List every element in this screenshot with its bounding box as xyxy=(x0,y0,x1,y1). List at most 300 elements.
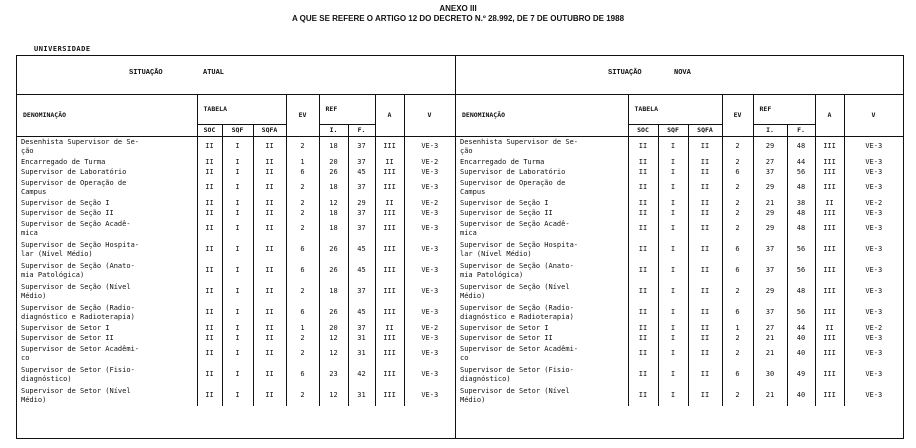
sqfa-cell: II xyxy=(253,208,286,218)
ev-cell: 1 xyxy=(286,323,319,333)
v-cell: VE-3 xyxy=(844,385,903,406)
a-cell: III xyxy=(815,167,844,177)
denominacao-cell: Supervisor de Operação de Campus xyxy=(460,178,566,196)
soc-cell: II xyxy=(197,198,222,208)
sqf-cell: I xyxy=(658,281,688,302)
table-row xyxy=(456,177,903,198)
sqf-cell: I xyxy=(658,333,688,343)
denominacao-cell: Encarregado de Turma xyxy=(21,157,106,166)
a-cell: III xyxy=(375,364,404,385)
sqfa-cell: II xyxy=(688,385,722,406)
table-row xyxy=(17,208,455,218)
soc-cell: II xyxy=(628,239,658,260)
v-cell: VE-3 xyxy=(404,218,455,239)
v-cell: VE-3 xyxy=(404,177,455,198)
table-row xyxy=(456,364,903,385)
a-cell: III xyxy=(375,260,404,281)
a-cell: III xyxy=(815,364,844,385)
a-cell: II xyxy=(375,198,404,208)
table-row xyxy=(17,177,455,198)
v-cell: VE-3 xyxy=(844,302,903,323)
a-cell: II xyxy=(815,323,844,333)
ev-cell: 6 xyxy=(286,167,319,177)
sqf-cell: I xyxy=(658,364,688,385)
document-title: ANEXO III xyxy=(439,4,477,13)
table-row xyxy=(456,157,903,167)
ev-cell: 6 xyxy=(722,167,753,177)
situacao-nova-rows xyxy=(456,136,903,406)
ref-f-cell: 45 xyxy=(348,302,375,323)
col-ev: EV xyxy=(286,94,319,136)
ref-i-cell: 26 xyxy=(319,239,348,260)
ref-i-cell: 21 xyxy=(753,385,787,406)
ref-i-cell: 29 xyxy=(753,208,787,218)
a-cell: III xyxy=(815,218,844,239)
v-cell: VE-2 xyxy=(844,323,903,333)
ref-f-cell: 37 xyxy=(348,157,375,167)
situacao-label: SITUAÇÃO xyxy=(608,69,642,77)
ev-cell: 2 xyxy=(286,343,319,364)
table-row xyxy=(456,281,903,302)
denominacao-cell: Desenhista Supervisor de Se- ção xyxy=(460,137,579,155)
a-cell: II xyxy=(815,198,844,208)
soc-cell: II xyxy=(628,167,658,177)
col-a: A xyxy=(815,94,844,136)
ref-f-cell: 37 xyxy=(348,218,375,239)
ref-f-cell: 48 xyxy=(787,281,815,302)
v-cell: VE-2 xyxy=(844,198,903,208)
ref-i-cell: 12 xyxy=(319,385,348,406)
ref-i-cell: 18 xyxy=(319,218,348,239)
v-cell: VE-3 xyxy=(404,260,455,281)
sqfa-cell: II xyxy=(688,364,722,385)
ev-cell: 6 xyxy=(286,239,319,260)
ref-f-cell: 44 xyxy=(787,157,815,167)
sqf-cell: I xyxy=(222,208,253,218)
a-cell: III xyxy=(815,239,844,260)
sqf-cell: I xyxy=(658,385,688,406)
ref-f-cell: 31 xyxy=(348,343,375,364)
a-cell: III xyxy=(815,333,844,343)
table-row xyxy=(456,323,903,333)
v-cell: VE-2 xyxy=(404,323,455,333)
ev-cell: 6 xyxy=(286,260,319,281)
v-cell: VE-3 xyxy=(404,136,455,157)
v-cell: VE-3 xyxy=(844,239,903,260)
table-row xyxy=(456,239,903,260)
ref-f-cell: 48 xyxy=(787,218,815,239)
table-row xyxy=(456,333,903,343)
table-row xyxy=(17,302,455,323)
ref-i-cell: 37 xyxy=(753,260,787,281)
situacao-atual-header xyxy=(17,56,455,95)
a-cell: III xyxy=(375,333,404,343)
denominacao-cell: Desenhista Supervisor de Se- ção xyxy=(21,137,140,155)
ref-f-cell: 37 xyxy=(348,281,375,302)
ev-cell: 6 xyxy=(722,302,753,323)
ref-i-cell: 20 xyxy=(319,323,348,333)
a-cell: III xyxy=(815,302,844,323)
table-row xyxy=(17,281,455,302)
situacao-nova-panel xyxy=(455,56,903,438)
col-ref-i: I. xyxy=(319,124,348,136)
sqfa-cell: II xyxy=(688,260,722,281)
denominacao-cell: Encarregado de Turma xyxy=(460,157,545,166)
col-soc: SOC xyxy=(628,124,658,136)
sqfa-cell: II xyxy=(688,333,722,343)
table-row xyxy=(17,239,455,260)
a-cell: III xyxy=(815,157,844,167)
ev-cell: 6 xyxy=(286,302,319,323)
col-ref-i: I. xyxy=(753,124,787,136)
sqfa-cell: II xyxy=(688,281,722,302)
soc-cell: II xyxy=(197,239,222,260)
ref-i-cell: 26 xyxy=(319,260,348,281)
a-cell: II xyxy=(375,323,404,333)
sqfa-cell: II xyxy=(688,302,722,323)
soc-cell: II xyxy=(197,167,222,177)
sqfa-cell: II xyxy=(253,177,286,198)
table-row xyxy=(17,198,455,208)
v-cell: VE-2 xyxy=(404,157,455,167)
denominacao-cell: Supervisor de Setor Acadêmi- co xyxy=(460,344,579,362)
col-denominacao: DENOMINAÇÃO xyxy=(17,94,197,136)
sqfa-cell: II xyxy=(253,281,286,302)
denominacao-cell: Supervisor de Setor II xyxy=(460,333,553,342)
v-cell: VE-3 xyxy=(844,260,903,281)
ref-f-cell: 56 xyxy=(787,239,815,260)
ref-i-cell: 27 xyxy=(753,323,787,333)
ref-f-cell: 45 xyxy=(348,167,375,177)
soc-cell: II xyxy=(628,218,658,239)
ref-i-cell: 18 xyxy=(319,136,348,157)
sqf-cell: I xyxy=(658,136,688,157)
sqf-cell: I xyxy=(222,136,253,157)
denominacao-cell: Supervisor de Setor I xyxy=(460,323,549,332)
ref-i-cell: 29 xyxy=(753,136,787,157)
table-row xyxy=(17,364,455,385)
ref-f-cell: 38 xyxy=(787,198,815,208)
v-cell: VE-3 xyxy=(844,281,903,302)
v-cell: VE-3 xyxy=(844,208,903,218)
col-ref: REF xyxy=(753,94,815,124)
soc-cell: II xyxy=(628,323,658,333)
soc-cell: II xyxy=(628,281,658,302)
sqf-cell: I xyxy=(222,198,253,208)
sqf-cell: I xyxy=(658,323,688,333)
col-ev: EV xyxy=(722,94,753,136)
denominacao-cell: Supervisor de Laboratório xyxy=(21,167,127,176)
ev-cell: 2 xyxy=(722,385,753,406)
ref-f-cell: 56 xyxy=(787,167,815,177)
v-cell: VE-3 xyxy=(844,177,903,198)
denominacao-cell: Supervisor de Seção (Anato- mia Patológica) xyxy=(460,261,574,279)
denominacao-cell: Supervisor de Setor I xyxy=(21,323,110,332)
ref-i-cell: 26 xyxy=(319,302,348,323)
v-cell: VE-3 xyxy=(404,364,455,385)
col-ref-f: F. xyxy=(348,124,375,136)
sqf-cell: I xyxy=(658,343,688,364)
ev-cell: 2 xyxy=(722,281,753,302)
table-row xyxy=(456,385,903,406)
a-cell: III xyxy=(375,177,404,198)
ref-f-cell: 48 xyxy=(787,136,815,157)
ev-cell: 2 xyxy=(286,136,319,157)
sqf-cell: I xyxy=(222,167,253,177)
ref-f-cell: 31 xyxy=(348,385,375,406)
ref-i-cell: 21 xyxy=(753,333,787,343)
denominacao-cell: Supervisor de Seção Acadê- mica xyxy=(21,219,131,237)
sqfa-cell: II xyxy=(688,239,722,260)
situacao-value: NOVA xyxy=(674,69,691,77)
col-sqf: SQF xyxy=(222,124,253,136)
denominacao-cell: Supervisor de Seção I xyxy=(460,198,549,207)
ev-cell: 2 xyxy=(722,198,753,208)
sqfa-cell: II xyxy=(253,260,286,281)
sqf-cell: I xyxy=(658,208,688,218)
soc-cell: II xyxy=(197,208,222,218)
sqf-cell: I xyxy=(658,260,688,281)
table-row xyxy=(17,385,455,406)
a-cell: III xyxy=(375,343,404,364)
ref-i-cell: 26 xyxy=(319,167,348,177)
ev-cell: 2 xyxy=(722,177,753,198)
table-row xyxy=(17,333,455,343)
soc-cell: II xyxy=(628,157,658,167)
sqf-cell: I xyxy=(222,260,253,281)
ref-i-cell: 12 xyxy=(319,343,348,364)
col-soc: SOC xyxy=(197,124,222,136)
soc-cell: II xyxy=(197,385,222,406)
ref-f-cell: 49 xyxy=(787,364,815,385)
table-row xyxy=(17,323,455,333)
ref-f-cell: 45 xyxy=(348,239,375,260)
a-cell: III xyxy=(375,167,404,177)
soc-cell: II xyxy=(197,177,222,198)
sqf-cell: I xyxy=(658,157,688,167)
ref-f-cell: 37 xyxy=(348,208,375,218)
v-cell: VE-3 xyxy=(404,281,455,302)
ref-i-cell: 29 xyxy=(753,218,787,239)
col-a: A xyxy=(375,94,404,136)
a-cell: III xyxy=(815,208,844,218)
soc-cell: II xyxy=(628,302,658,323)
v-cell: VE-3 xyxy=(404,333,455,343)
denominacao-cell: Supervisor de Setor (Nível Médio) xyxy=(21,386,131,404)
v-cell: VE-3 xyxy=(844,218,903,239)
ref-f-cell: 56 xyxy=(787,260,815,281)
col-ref-f: F. xyxy=(787,124,815,136)
situacao-atual-table xyxy=(17,94,456,406)
ev-cell: 2 xyxy=(286,177,319,198)
sqf-cell: I xyxy=(658,302,688,323)
sqf-cell: I xyxy=(222,323,253,333)
col-sqf: SQF xyxy=(658,124,688,136)
ref-i-cell: 18 xyxy=(319,177,348,198)
a-cell: III xyxy=(815,136,844,157)
v-cell: VE-3 xyxy=(844,136,903,157)
sqf-cell: I xyxy=(222,281,253,302)
denominacao-cell: Supervisor de Seção I xyxy=(21,198,110,207)
denominacao-cell: Supervisor de Laboratório xyxy=(460,167,566,176)
ev-cell: 2 xyxy=(722,343,753,364)
soc-cell: II xyxy=(628,364,658,385)
ref-f-cell: 29 xyxy=(348,198,375,208)
table-row xyxy=(456,198,903,208)
sqfa-cell: II xyxy=(688,343,722,364)
ref-i-cell: 12 xyxy=(319,333,348,343)
ev-cell: 6 xyxy=(722,260,753,281)
table-row xyxy=(17,157,455,167)
ref-f-cell: 40 xyxy=(787,333,815,343)
ref-i-cell: 37 xyxy=(753,239,787,260)
sqfa-cell: II xyxy=(253,167,286,177)
sqfa-cell: II xyxy=(253,302,286,323)
denominacao-cell: Supervisor de Seção II xyxy=(21,208,114,217)
situacao-value: ATUAL xyxy=(203,69,225,77)
table-row xyxy=(456,167,903,177)
table-row xyxy=(456,218,903,239)
sqfa-cell: II xyxy=(688,157,722,167)
sqfa-cell: II xyxy=(253,136,286,157)
document-subtitle: A QUE SE REFERE O ARTIGO 12 DO DECRETO N.º 28.992, DE 7 DE OUTUBRO DE 1988 xyxy=(291,14,625,23)
sqf-cell: I xyxy=(222,218,253,239)
ref-i-cell: 21 xyxy=(753,343,787,364)
denominacao-cell: Supervisor de Seção Acadê- mica xyxy=(460,219,570,237)
sqfa-cell: II xyxy=(253,157,286,167)
v-cell: VE-3 xyxy=(404,343,455,364)
denominacao-cell: Supervisor de Operação de Campus xyxy=(21,178,127,196)
situacao-nova-table xyxy=(456,94,904,406)
ev-cell: 2 xyxy=(722,208,753,218)
denominacao-cell: Supervisor de Seção II xyxy=(460,208,553,217)
sqfa-cell: II xyxy=(253,239,286,260)
ref-i-cell: 37 xyxy=(753,302,787,323)
table-row xyxy=(17,167,455,177)
v-cell: VE-3 xyxy=(844,157,903,167)
ref-f-cell: 44 xyxy=(787,323,815,333)
v-cell: VE-3 xyxy=(404,302,455,323)
a-cell: III xyxy=(375,302,404,323)
v-cell: VE-3 xyxy=(844,333,903,343)
soc-cell: II xyxy=(197,260,222,281)
ref-f-cell: 37 xyxy=(348,177,375,198)
table-row xyxy=(456,302,903,323)
ref-i-cell: 27 xyxy=(753,157,787,167)
ev-cell: 2 xyxy=(722,218,753,239)
ev-cell: 6 xyxy=(722,239,753,260)
denominacao-cell: Supervisor de Setor (Nível Médio) xyxy=(460,386,570,404)
ref-i-cell: 18 xyxy=(319,208,348,218)
sqfa-cell: II xyxy=(253,218,286,239)
soc-cell: II xyxy=(197,218,222,239)
a-cell: III xyxy=(375,281,404,302)
denominacao-cell: Supervisor de Seção Hospita- lar (Nível Médio) xyxy=(460,240,579,258)
sqf-cell: I xyxy=(222,385,253,406)
v-cell: VE-3 xyxy=(844,343,903,364)
sqfa-cell: II xyxy=(253,323,286,333)
sqfa-cell: II xyxy=(688,177,722,198)
col-v: V xyxy=(404,94,455,136)
sqf-cell: I xyxy=(222,177,253,198)
v-cell: VE-3 xyxy=(404,385,455,406)
a-cell: III xyxy=(815,343,844,364)
col-ref: REF xyxy=(319,94,375,124)
sqfa-cell: II xyxy=(688,208,722,218)
sqfa-cell: II xyxy=(688,198,722,208)
a-cell: III xyxy=(815,260,844,281)
a-cell: III xyxy=(375,136,404,157)
soc-cell: II xyxy=(628,385,658,406)
a-cell: III xyxy=(815,177,844,198)
ev-cell: 2 xyxy=(286,208,319,218)
ev-cell: 2 xyxy=(286,281,319,302)
table-row xyxy=(17,260,455,281)
sqf-cell: I xyxy=(222,302,253,323)
sqfa-cell: II xyxy=(688,136,722,157)
ev-cell: 6 xyxy=(286,364,319,385)
ref-i-cell: 29 xyxy=(753,177,787,198)
ref-f-cell: 48 xyxy=(787,177,815,198)
ref-f-cell: 45 xyxy=(348,260,375,281)
denominacao-cell: Supervisor de Seção (Nível Médio) xyxy=(460,282,570,300)
sqf-cell: I xyxy=(222,364,253,385)
col-v: V xyxy=(844,94,903,136)
university-label: UNIVERSIDADE xyxy=(34,45,91,53)
soc-cell: II xyxy=(197,364,222,385)
soc-cell: II xyxy=(197,323,222,333)
ev-cell: 2 xyxy=(286,333,319,343)
table-row xyxy=(456,260,903,281)
situacao-atual-panel xyxy=(17,56,455,438)
denominacao-cell: Supervisor de Seção (Radio- diagnóstico e Radioterapia) xyxy=(460,303,574,321)
sqfa-cell: II xyxy=(253,364,286,385)
sqf-cell: I xyxy=(658,167,688,177)
sqfa-cell: II xyxy=(688,218,722,239)
situacao-atual-rows xyxy=(17,136,455,406)
a-cell: III xyxy=(375,208,404,218)
ev-cell: 2 xyxy=(722,333,753,343)
sqfa-cell: II xyxy=(688,323,722,333)
a-cell: III xyxy=(815,385,844,406)
sqfa-cell: II xyxy=(253,343,286,364)
ev-cell: 2 xyxy=(722,157,753,167)
denominacao-cell: Supervisor de Setor Acadêmi- co xyxy=(21,344,140,362)
col-tabela: TABELA xyxy=(197,94,286,124)
a-cell: III xyxy=(815,281,844,302)
col-sqfa: SQFA xyxy=(688,124,722,136)
soc-cell: II xyxy=(197,157,222,167)
table-row xyxy=(17,343,455,364)
denominacao-cell: Supervisor de Setor (Fisio- diagnóstico) xyxy=(460,365,574,383)
col-sqfa: SQFA xyxy=(253,124,286,136)
soc-cell: II xyxy=(628,136,658,157)
sqfa-cell: II xyxy=(253,198,286,208)
table-row xyxy=(456,136,903,157)
ref-f-cell: 48 xyxy=(787,208,815,218)
v-cell: VE-3 xyxy=(844,167,903,177)
soc-cell: II xyxy=(197,136,222,157)
denominacao-cell: Supervisor de Seção Hospita- lar (Nível Médio) xyxy=(21,240,140,258)
a-cell: III xyxy=(375,239,404,260)
soc-cell: II xyxy=(628,333,658,343)
ev-cell: 6 xyxy=(722,364,753,385)
denominacao-cell: Supervisor de Seção (Anato- mia Patológica) xyxy=(21,261,135,279)
col-denominacao: DENOMINAÇÃO xyxy=(456,94,628,136)
soc-cell: II xyxy=(197,343,222,364)
sqf-cell: I xyxy=(222,157,253,167)
v-cell: VE-2 xyxy=(404,198,455,208)
